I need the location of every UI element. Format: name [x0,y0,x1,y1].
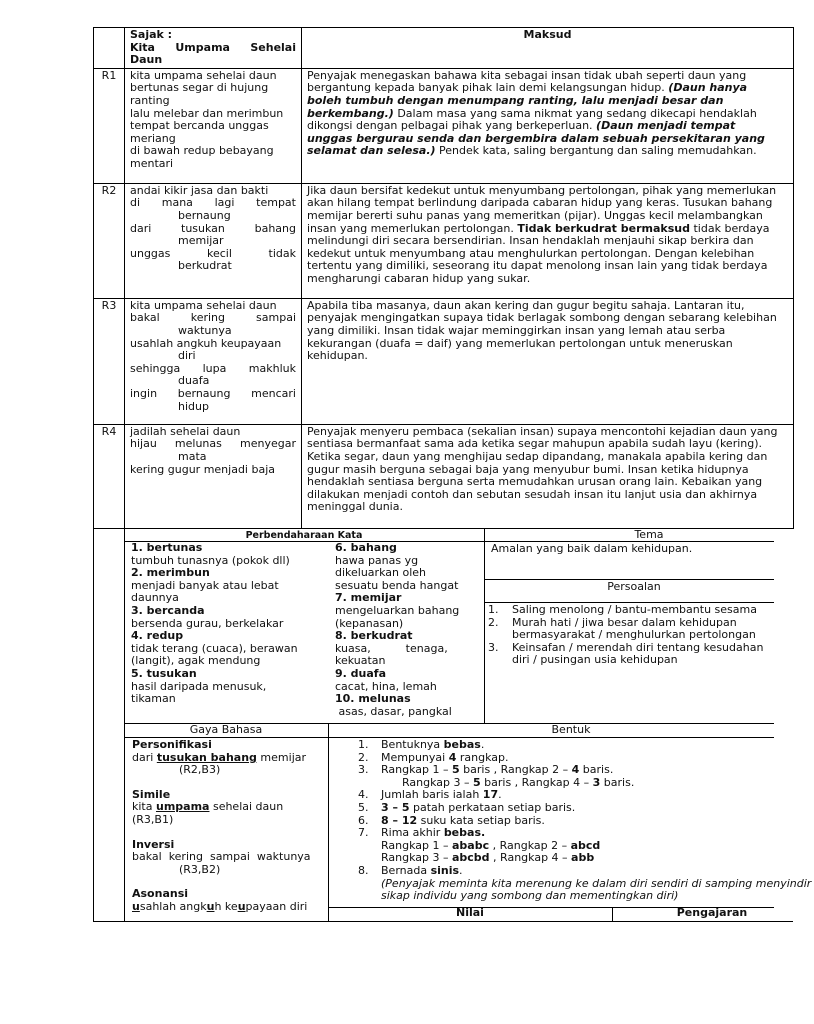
gaya-ref: (R3,B2) [179,862,221,876]
gaya-example: usahlah angkuh keupayaan diri [132,899,308,913]
poem-line: andai kikir jasa dan bakti [130,183,269,197]
gaya-heading: Gaya Bahasa [189,723,263,736]
poem-line: di mana lagi tempat [130,196,296,210]
bentuk-item: 2. Mempunyai 4 rangkap. [358,750,509,764]
vocab-def: (langit), agak mendung [131,654,261,668]
gaya-title: Asonansi [132,887,189,901]
poem-line: usahlah angkuh keupayaan [130,336,282,350]
sajak-label: Sajak : [130,28,173,41]
poem-line: bertunas segar di hujung [130,81,269,95]
vocab-def: (kepanasan) [335,616,404,630]
bentuk-item: 1. Bentuknya bebas. [358,738,485,751]
vocab-def: kuasa, tenaga, [335,641,448,655]
poem-line: dari tusukan bahang [130,221,296,235]
bentuk-list [358,738,812,903]
vocab-def: kekuatan [335,654,386,668]
maksud-line: melindungi diri secara bersendirian. Insan hendaklah menjauhi sikap berkira dan [307,234,754,248]
poem-line: mentari [130,156,174,170]
persoalan-list [488,604,778,667]
gaya-right-border [328,723,329,921]
bentuk-item: 6. 8 – 12 suku kata setiap baris. [358,813,545,827]
bentuk-rima-line: Rangkap 3 – abcbd , Rangkap 4 – abb [381,851,595,865]
maksud-line: berkembang.) Dalam masa yang sama nikmat yang sedang dikecapi hendaklah [307,106,757,120]
bentuk-item: 3. Rangkap 1 – 5 baris , Rangkap 2 – 4 baris. [358,763,614,777]
tema-text: Amalan yang baik dalam kehidupan. [491,542,693,555]
maksud-line: gugur masih berguna sebagai baja yang menyubur bumi. Insan ketika hidupnya [307,462,749,476]
bentuk-item-cont: Rangkap 3 – 5 baris , Rangkap 4 – 3 baris. [402,775,635,789]
poem-line: bakal kering sampai [130,311,296,325]
maksud-line: mengharungi cabaran hidup yang sukar. [307,271,531,285]
maksud-line: dilakukan menjadi contoh dan sebutan sesudah insan itu lanjut usia dan akhirnya [307,487,758,501]
vocab-def: tumbuh tunasnya (pokok dll) [131,553,290,567]
persoalan-item-cont: bermasyarakat / menghulurkan pertolongan [512,628,756,642]
vocab-def: cacat, hina, lemah [335,679,437,693]
maksud-line: boleh tumbuh dengan menumpang ranting, lalu menjadi besar dan [307,93,724,107]
poem-line: tempat bercanda unggas [130,119,269,133]
persoalan-item-cont: diri / pusingan usia kehidupan [512,653,678,667]
poem-line: sehingga lupa makhluk [130,361,296,375]
vocab-term: 5. tusukan [131,666,197,680]
stanza-label: R1 [94,68,125,183]
poem-line: waktunya [178,323,232,337]
gaya-ref: (R3,B1) [132,812,174,826]
stanza-label: R2 [94,183,125,298]
vocab-def: daunnya [131,591,179,605]
maksud-line: Ketika segar, daun yang menghijau sedap dipandang, manakala apabila kering dan [307,449,768,463]
maksud-line: kekurangan (duafa = daif) yang memerlukan pertolongan untuk meneruskan [307,336,733,350]
poem-line: kering gugur menjadi baja [130,462,276,476]
poem-line: meriang [130,131,176,145]
bentuk-note: sikap individu yang sombong dan mementingkan diri) [381,889,679,903]
maksud-line: Jika daun bersifat kedekut untuk menyumbang pertolongan, pihak yang memerlukan [307,183,777,197]
maksud-line: yang dimiliki. Insan tidak wajar meminggirkan insan yang lemah atau serba [307,323,726,337]
maksud-line: bergantung kepada banyak pihak lain demi kelangsungan hidup. (Daun hanya [307,81,748,95]
vocab-def: sesuatu benda hangat [335,578,459,592]
vocab-right-border [484,529,485,723]
nilai-heading: Nilai [456,906,484,919]
vocab-def: menjadi banyak atau lebat [131,578,279,592]
vocab-right-column [335,542,480,718]
vocab-def: dikeluarkan oleh [335,566,426,580]
maksud-line: insan yang memerlukan pertolongan. Tidak berkudrat bermaksud tidak berdaya [307,221,770,235]
maksud-line: akan hilang tempat berlindung daripada cabaran hidup yang keras. Tusukan bahang [307,196,773,210]
gaya-example: bakal kering sampai waktunya [132,850,311,864]
poem-line: kita umpama sehelai daun [130,68,277,82]
maksud-line: unggas bergurau senda dan bergembira dalam sebuah persekitaran yang [307,131,765,145]
persoalan-item: 1. Saling menolong / bantu-membantu sesama [488,603,757,616]
gaya-title: Inversi [132,837,175,851]
vocab-def: bersenda gurau, berkelakar [131,616,284,630]
maksud-line: sentiasa bermanfaat sama ada ketika segar mahupun apabila sudah layu (kering). [307,437,763,451]
vocab-term: 2. merimbun [131,566,210,580]
poem-line: lalu melebar dan merimbun [130,106,284,120]
poem-line: hidup [178,399,209,413]
gaya-example: dari tusukan bahang memijar [132,750,307,764]
bentuk-item: 7. Rima akhir bebas. [358,826,486,840]
persoalan-item: 2. Murah hati / jiwa besar dalam kehidupan [488,615,737,629]
poem-line: duafa [178,374,210,388]
outer-left-border [93,529,94,921]
persoalan-item: 3. Keinsafan / merendah diri tentang kesudahan [488,640,764,654]
vocab-def: mengeluarkan bahang [335,603,460,617]
vocab-def: hawa panas yg [335,553,419,567]
maksud-line: kehidupan. [307,349,368,363]
vocab-term: 10. melunas [335,692,411,706]
vocab-def: tidak terang (cuaca), berawan [131,641,298,655]
vocab-def: asas, dasar, pangkal [335,704,452,718]
vocab-def: hasil daripada menusuk, [131,679,267,693]
maksud-line: hendaklah sentiasa berguna serta memudahkan urusan orang lain. Kebaikan yang [307,475,763,489]
poem-line: mata [178,449,207,463]
poem-line: kita umpama sehelai daun [130,298,277,312]
gaya-title: Simile [132,787,171,801]
gaya-example: kita umpama sehelai daun [132,800,284,814]
poem-line: unggas kecil tidak [130,246,296,260]
maksud-line: dikongsi dengan pelbagai pihak yang berkeperluan. (Daun menjadi tempat [307,119,736,133]
gaya-ref: (R2,B3) [179,763,221,777]
maksud-header: Maksud [302,28,794,69]
poem-line: memijar [178,234,224,248]
maksud-line: Penyajak menegaskan bahawa kita sebagai insan tidak ubah seperti daun yang [307,68,747,82]
bentuk-rima-line: Rangkap 1 – ababc , Rangkap 2 – abcd [381,838,601,852]
gaya-bahasa-list [132,739,327,914]
poem-line: ranting [130,93,170,107]
poem-title-line1: Kita Umpama Sehelai [130,40,296,54]
persoalan-heading: Persoalan [607,580,661,593]
stanza-label: R3 [94,298,125,424]
poem-line: berkudrat [178,259,232,273]
poem-line: ingin bernaung mencari [130,386,296,400]
vocab-heading: Perbendaharaan Kata [245,530,363,541]
pengajaran-heading: Pengajaran [676,906,748,919]
bentuk-heading: Bentuk [551,723,591,736]
bottom-border [93,921,793,922]
maksud-line: penyajak mengingatkan supaya tidak berlagak sombong dengan sebarang kelebihan [307,311,777,325]
vocab-term: 3. bercanda [131,603,205,617]
bentuk-note: (Penyajak meminta kita merenung ke dalam diri sendiri di samping menyindir [381,876,812,890]
vocab-term: 1. bertunas [131,541,203,554]
vocab-term: 6. bahang [335,541,397,554]
stanza-label: R4 [94,424,125,528]
maksud-line: Penyajak menyeru pembaca (sekalian insan) supaya mencontohi kejadian daun yang [307,424,778,438]
vocab-term: 7. memijar [335,591,402,605]
maksud-line: tertentu yang dimiliki, seseorang itu dapat menolong insan lain yang tidak berdaya [307,259,768,273]
maksud-line: meninggal dunia. [307,500,403,514]
vocab-def: tikaman [131,692,176,706]
poem-title-line2: Daun [130,53,163,67]
poem-line: hijau melunas menyegar [130,437,296,451]
poem-line: jadilah sehelai daun [130,424,241,438]
vocab-term: 8. berkudrat [335,629,413,643]
bentuk-item: 8. Bernada sinis. [358,863,463,877]
maksud-line: kedekut untuk menyumbang atau menghulurkan pertolongan. Dengan kelebihan [307,246,755,260]
poem-line: diri [178,349,196,363]
maksud-line: Apabila tiba masanya, daun akan kering dan gugur begitu sahaja. Lantaran itu, [307,298,745,312]
bentuk-item: 4. Jumlah baris ialah 17. [358,788,502,802]
vocab-term: 9. duafa [335,666,386,680]
maksud-line: selamat dan selesa.) Pendek kata, saling bergantung dan saling memudahkan. [307,144,757,158]
poem-line: bernaung [178,208,231,222]
vocab-left-column [131,542,331,706]
vocab-term: 4. redup [131,629,184,643]
bentuk-item: 5. 3 – 5 patah perkataan setiap baris. [358,800,576,814]
gaya-title: Personifikasi [132,738,212,751]
tema-heading: Tema [634,528,664,541]
maksud-line: memijar bererti suhu panas yang memeritkan (pijar). Unggas kecil melambangkan [307,208,763,222]
poem-line: di bawah redup bebayang [130,144,274,158]
